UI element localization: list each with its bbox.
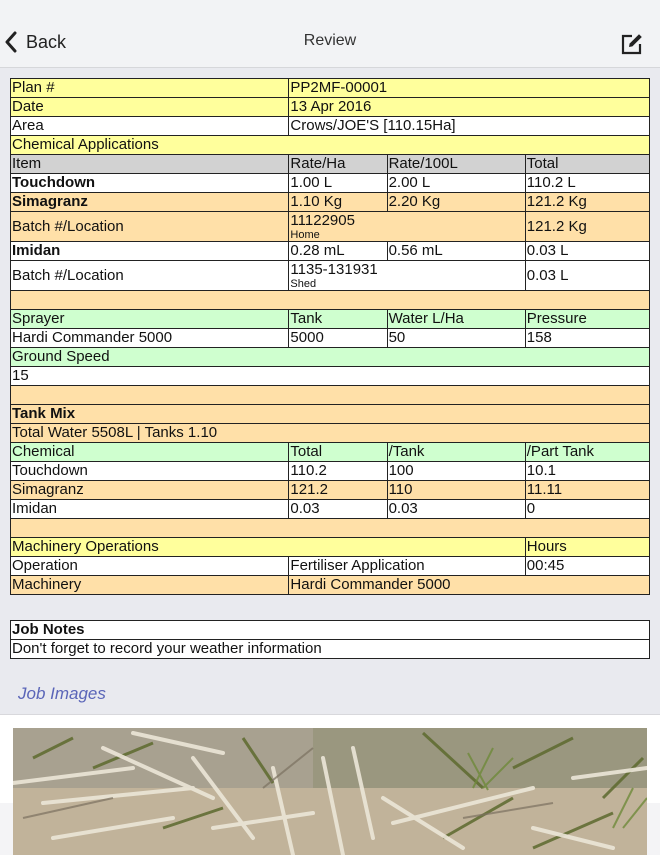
- review-table: [10, 78, 650, 595]
- plan-row: [11, 79, 650, 98]
- rate-100l: 2.20 Kg: [387, 193, 525, 212]
- batch-row: [11, 212, 650, 242]
- tank-mix-part-tank: 10.1: [525, 462, 649, 481]
- machinery-title: Machinery Operations: [11, 538, 526, 557]
- batch-label: Batch #/Location: [11, 261, 289, 291]
- plan-label: Plan #: [11, 79, 289, 98]
- edit-button[interactable]: [620, 32, 644, 56]
- machinery-row: [11, 576, 650, 595]
- chemical-total: 0.03 L: [525, 242, 649, 261]
- batch-number: 1135-131931: [290, 261, 378, 278]
- spacer-row: [11, 386, 650, 405]
- sprayer-row: [11, 329, 650, 348]
- batch-cell: [289, 261, 525, 291]
- tank-mix-summary: Total Water 5508L | Tanks 1.10: [11, 424, 650, 443]
- column-header: Sprayer: [11, 310, 289, 329]
- column-header: Item: [11, 155, 289, 174]
- job-notes-title: Job Notes: [11, 621, 650, 640]
- job-images-title: Job Images: [18, 684, 106, 703]
- ground-speed-value: 15: [11, 367, 650, 386]
- chemical-applications-header: [11, 136, 650, 155]
- tank-mix-part-tank: 11.11: [525, 481, 649, 500]
- tank-mix-per-tank: 0.03: [387, 500, 525, 519]
- chemical-total: 110.2 L: [525, 174, 649, 193]
- batch-location: Home: [290, 229, 320, 241]
- date-row: [11, 98, 650, 117]
- tank-mix-total: 0.03: [289, 500, 387, 519]
- sprayer-water: 50: [387, 329, 525, 348]
- job-image[interactable]: [13, 728, 647, 855]
- tank-mix-row: [11, 481, 650, 500]
- tank-mix-row: [11, 500, 650, 519]
- operation-label: Operation: [11, 557, 289, 576]
- tank-mix-chemical: Imidan: [11, 500, 289, 519]
- batch-cell: [289, 212, 525, 242]
- chemical-applications-title: Chemical Applications: [11, 136, 650, 155]
- operation-row: [11, 557, 650, 576]
- operation-value: Fertiliser Application: [289, 557, 525, 576]
- sprayer-pressure: 158: [525, 329, 649, 348]
- column-header: Total: [525, 155, 649, 174]
- column-header: /Part Tank: [525, 443, 649, 462]
- tank-mix-chemical: Simagranz: [11, 481, 289, 500]
- chemical-item: Touchdown: [11, 174, 289, 193]
- tank-mix-summary-row: [11, 424, 650, 443]
- column-header: Rate/100L: [387, 155, 525, 174]
- column-header: /Tank: [387, 443, 525, 462]
- tank-mix-row: [11, 462, 650, 481]
- chemical-row: [11, 193, 650, 212]
- spacer-row: [11, 519, 650, 538]
- edit-icon: [620, 32, 644, 56]
- tank-mix-total: 110.2: [289, 462, 387, 481]
- rate-ha: 1.10 Kg: [289, 193, 387, 212]
- rate-ha: 1.00 L: [289, 174, 387, 193]
- batch-location: Shed: [290, 278, 317, 290]
- rate-100l: 2.00 L: [387, 174, 525, 193]
- batch-total: 0.03 L: [525, 261, 649, 291]
- hours-value: 00:45: [525, 557, 649, 576]
- chemical-row: [11, 174, 650, 193]
- area-row: [11, 117, 650, 136]
- ground-speed-header: [11, 348, 650, 367]
- page-title: Review: [303, 32, 357, 49]
- tank-mix-per-tank: 100: [387, 462, 525, 481]
- job-notes-text: Don't forget to record your weather information: [11, 640, 650, 659]
- bottom-fade-right: [647, 803, 660, 855]
- tank-mix-per-tank: 110: [387, 481, 525, 500]
- job-notes-table: [10, 620, 650, 659]
- batch-number: 11122905: [290, 212, 355, 229]
- sprayer-tank: 5000: [289, 329, 387, 348]
- machinery-header: [11, 538, 650, 557]
- tank-mix-total: 121.2: [289, 481, 387, 500]
- chemical-total: 121.2 Kg: [525, 193, 649, 212]
- bottom-fade-left: [0, 803, 13, 855]
- machinery-value: Hardi Commander 5000: [289, 576, 650, 595]
- rate-100l: 0.56 mL: [387, 242, 525, 261]
- top-bar: [0, 0, 660, 68]
- date-value: 13 Apr 2016: [289, 98, 650, 117]
- chemical-item: Imidan: [11, 242, 289, 261]
- area-value: Crows/JOE'S [110.15Ha]: [289, 117, 650, 136]
- tank-mix-chemical: Touchdown: [11, 462, 289, 481]
- hours-label: Hours: [525, 538, 649, 557]
- tank-mix-title: Tank Mix: [11, 405, 650, 424]
- ground-speed-row: [11, 367, 650, 386]
- area-label: Area: [11, 117, 289, 136]
- column-header: Pressure: [525, 310, 649, 329]
- plan-value: PP2MF-00001: [289, 79, 650, 98]
- tank-mix-header: [11, 405, 650, 424]
- sprayer-name: Hardi Commander 5000: [11, 329, 289, 348]
- sprayer-columns-row: [11, 310, 650, 329]
- batch-label: Batch #/Location: [11, 212, 289, 242]
- field-photo: [13, 728, 647, 855]
- column-header: Tank: [289, 310, 387, 329]
- spacer-row: [11, 291, 650, 310]
- back-label: Back: [26, 31, 67, 52]
- column-header: Chemical: [11, 443, 289, 462]
- machinery-label: Machinery: [11, 576, 289, 595]
- batch-row: [11, 261, 650, 291]
- chemical-item: Simagranz: [11, 193, 289, 212]
- date-label: Date: [11, 98, 289, 117]
- chemical-row: [11, 242, 650, 261]
- column-header: Water L/Ha: [387, 310, 525, 329]
- column-header: Total: [289, 443, 387, 462]
- batch-total: 121.2 Kg: [525, 212, 649, 242]
- chemical-columns-row: [11, 155, 650, 174]
- tank-mix-columns-row: [11, 443, 650, 462]
- ground-speed-label: Ground Speed: [11, 348, 650, 367]
- rate-ha: 0.28 mL: [289, 242, 387, 261]
- tank-mix-part-tank: 0: [525, 500, 649, 519]
- column-header: Rate/Ha: [289, 155, 387, 174]
